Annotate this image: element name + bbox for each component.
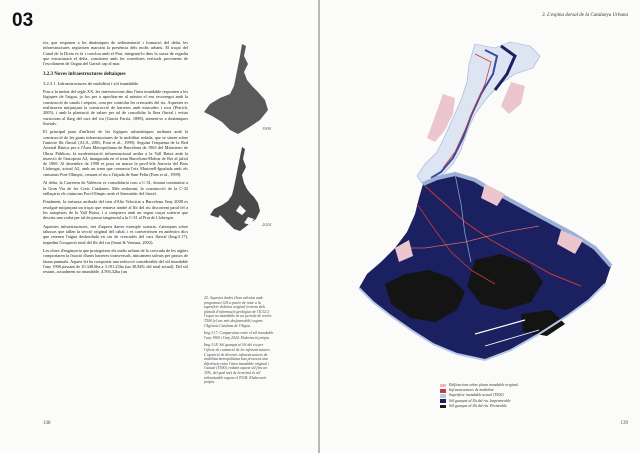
legend-label: Sòl guanyat al llit del riu. Impermeable	[449, 398, 511, 403]
page-number-left: 138	[43, 421, 51, 426]
figure-caption-318: Img.3.18. Sòl guanyat al llit del riu per l'efecte de contenció de les infraestructures. L'aparició de diverses infraestructures de mobilitat metropolitana han provocat una diferència entre l'àrea inundable original i l'actual (T500), reduint aquest sòl fins un 35%, del qual més de la meitat és sòl urbanitzable segons el PGM. Elaboració pròpia.	[204, 343, 271, 385]
legend-item	[440, 404, 518, 409]
figure-caption-317: Img.3.17. Comparativa entre el sòl inundable l'any 1900 i l'any 2024. Elaboració pròpia.	[204, 331, 274, 340]
paragraph: riu, que responen a les dinàmiques de sedimentació i formació del delta, les infraestructures segueixen marcant la presència dels molts urbans. El traçat del Canal de la Dreta es fa i conclou amb el Prat, integrant-lo dins la xarxa de regadiu que estructurarà el delta, consistent amb les corredores verticals provinents de l'escolament de l'aigua del Garraf cap al mar.	[43, 40, 188, 67]
legend-swatch	[440, 394, 446, 398]
delta-main-map	[325, 34, 625, 379]
page-number-right: 139	[620, 421, 628, 426]
map-1900	[200, 42, 275, 137]
footnote-caption: 25. Aquestes dades s'han calculat amb programari GIS a partir de retar a la superfície deltaica original (extreta dels plànols d'informació geològica de l'ICGC) l'espai no inundable en un període de retorn T500 (el cas més desfavorable) segons l'Agència Catalana de l'Aigua.	[204, 296, 272, 328]
body-text-column	[43, 40, 188, 278]
legend-swatch	[440, 399, 446, 403]
subsection-heading: 3.2.3.1. Infraestructures de mobilitat i sòl inundable	[43, 80, 139, 86]
running-head: 3. L'espina dorsal de la Catalunya Urbana	[542, 13, 628, 18]
map-legend	[440, 383, 518, 409]
paragraph: Al delta, la Carretera de València es consolidaria com a C-31, donant continuïtat a la Gran Via de les Corts Catalanes. Més endavant, la construcció de la C-32 enllaçaria els cinturons Port-Olímpic amb el Sistemàtic del litoral.	[43, 180, 188, 196]
legend-swatch	[440, 405, 446, 409]
legend-swatch	[440, 384, 446, 388]
figure-captions	[204, 296, 274, 388]
legend-swatch	[440, 389, 446, 393]
legend-label: Edificacions sobre plana inundable original	[449, 383, 518, 387]
map-year-2024: 2024	[262, 222, 271, 227]
paragraph: Les obres d'enginyeria que protegeixen els molts urbans de la crescuda de les aigües comportaren la fixació d'unes barreres transversals, únicament salvats per passos de fauna puntuals. Aquest fet ha comportat una reducció considerable del sòl inundable l'any 1900 passant de 10.348,6ha a 3.191,23ha (un 30,84% del total actual). Del sòl restant, actualment no inundable, 4.594,32ha (un	[43, 248, 188, 275]
legend-label: Superfície inundable actual (T500)	[449, 393, 504, 398]
paragraph: Fins a la meitat del segle XX, les intervencions dins l'àrea inundable responien a les lògiques de l'aigua, ja fos per a aprofitar-ne al màxim el seu recorregut amb la construcció de canals i sèquies, com per controlar les crescudes del riu. Aquestes es realitzaven mitjançant la construcció de barreres amb estacades i roca (Petrich, 2005), i amb la plantació de salzes per tal de consolidar la llera fluvial i evitar variacions al llarg del curs del riu (García Farria, 1898), atenent-se a dinàmiques fluvials.	[43, 89, 188, 126]
legend-label: Infraestructures de mobilitat	[449, 388, 494, 393]
paragraph: Finalment, la tortuosa arribada del tren d'Alta Velocitat a Barcelona l'any 2008 es resolgué mitjançant un traçat que entrava tambè al llit del riu discorrent paral·lel a les autopistes de la Vall Baixa, i a compteva amb un segon traçat soterrat que descriu una corba per tal de passar tangencial a la C-31 al Prat de Llobregat.	[43, 199, 188, 221]
paragraph: Aquestes infraestructures, tret d'aquest darrer exemple soterrat, s'aixequen sobre talussos que tallen la secció original del cabal, i es converteixen en autèntics dics que retenen l'aigua desbordada en cas de crescudes del curs fluvial (Img.3.17), impedint l'ocupació total del llit del riu (Saurí & Ventura, 2002).	[43, 223, 188, 245]
map-year-1900: 1900	[262, 126, 271, 131]
legend-label: Sòl guanyat al llit del riu. Permeable	[449, 403, 507, 408]
chapter-number: 03	[12, 10, 34, 31]
section-heading: 3.2.3 Noves infraestructures deltaiques	[43, 72, 126, 78]
paragraph: El principal punt d'inflexió de les lògiques urbanístiques arribaria amb la construcció de les grans infraestructures de la mobilitat rodada, que se situen sobre l'antecte llit fluvial (ACA, 2001; Font et al., 1999). Seguint l'esquema de la Red Arterial Básica per a l'Àrea Metropolitana de Barcelona de 1963 del Ministerio de Obras Públicas, la modernització infraestructural arriba a la Vall Baixa amb la inserció de l'autopista A2, inaugurada en el tram Barcelona-Molins de Rei al juliol de 1969. Al desembre de 1998 es posa en marxa la pavil·lela Autovia del Baix Llobregat, actual A2, amb un tram que connecta l'eix Martorell-Igualada amb els cinturons Port-Olímpic, creuant el riu a l'alçada de Sant Feliu (Font et al., 1999).	[43, 129, 188, 177]
